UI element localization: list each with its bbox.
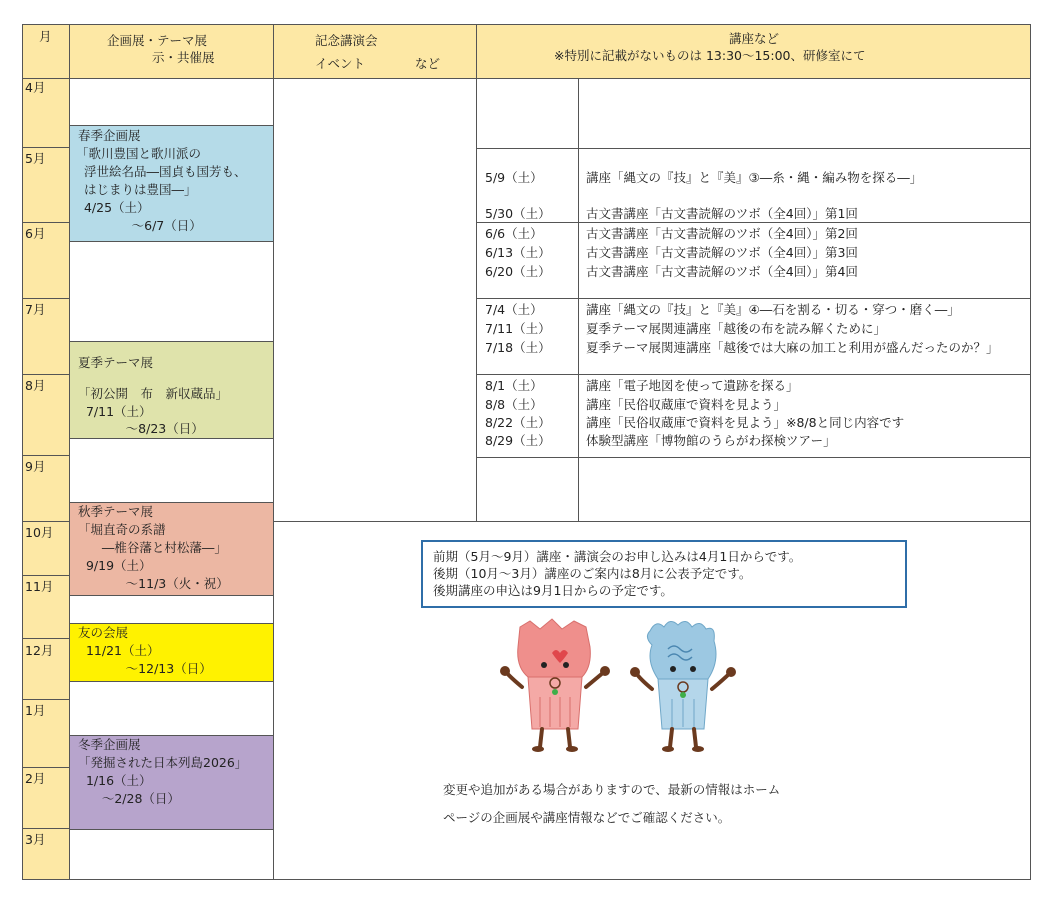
exhibit-autumn-line2: 「堀直奇の系譜 (78, 522, 166, 537)
grid-line (477, 374, 1030, 375)
exhibit-winter (70, 735, 274, 829)
header-lecture-line1: 記念講演会 (315, 33, 378, 48)
header-course-line2: ※特別に記載がないものは 13:30～15:00、研修室にて (554, 48, 866, 63)
notice-line1: 前期（5月～9月）講座・講演会のお申し込みは4月1日からです。 (433, 549, 802, 564)
exhibit-summer-line5: ～8/23（日） (78, 421, 204, 436)
exhibit-spring-line2: 「歌川豊国と歌川派の (76, 146, 202, 161)
grid-line (22, 638, 70, 639)
exhibit-winter-line4: ～2/28（日） (78, 791, 180, 806)
header-exhibit-line2: 示・共催展 (152, 50, 215, 65)
grid-line (22, 521, 70, 522)
course-date: 7/11（土） (485, 321, 551, 336)
grid-line (477, 148, 1030, 149)
course-title: 講座「民俗収蔵庫で資料を見よう」※8/8と同じ内容です (586, 415, 905, 430)
grid-line (22, 24, 1031, 25)
header-month-label: 月 (39, 29, 52, 44)
month-label-may: 5月 (25, 151, 46, 166)
grid-line (22, 879, 1031, 880)
exhibit-autumn-line5: ～11/3（火・祝） (78, 576, 229, 591)
exhibit-spring-line4: はじまりは豊国―」 (76, 182, 197, 197)
exhibit-autumn-line3: ―椎谷藩と村松藩―」 (78, 540, 227, 555)
exhibit-friends-line1: 友の会展 (78, 625, 129, 640)
exhibit-summer-line1: 夏季テーマ展 (78, 355, 154, 370)
course-date: 5/9（土） (485, 170, 543, 185)
footer-note-line2: ページの企画展や講座情報などでご確認ください。 (443, 810, 731, 825)
course-date: 8/22（土） (485, 415, 551, 430)
course-date: 8/8（土） (485, 397, 543, 412)
grid-line (70, 595, 274, 596)
grid-line (70, 829, 274, 830)
exhibit-summer-line4: 7/11（土） (78, 404, 152, 419)
grid-line (22, 575, 70, 576)
course-title: 夏季テーマ展関連講座「越後では大麻の加工と利用が盛んだったのか？」 (586, 340, 999, 355)
course-date: 6/20（土） (485, 264, 551, 279)
grid-line (70, 125, 274, 126)
month-column (22, 78, 70, 880)
month-label-feb: 2月 (25, 771, 46, 786)
month-label-oct: 10月 (25, 525, 54, 540)
exhibit-summer (70, 341, 274, 439)
grid-line (477, 222, 1030, 223)
grid-line (70, 623, 274, 624)
month-label-aug: 8月 (25, 378, 46, 393)
header-month-cell (22, 24, 70, 78)
grid-line (22, 222, 70, 223)
grid-line (22, 767, 70, 768)
course-date: 7/4（土） (485, 302, 543, 317)
grid-line (22, 147, 70, 148)
course-title: 講座「縄文の『技』と『美』④―石を割る・切る・穿つ・磨く―」 (586, 302, 960, 317)
course-title: 古文書講座「古文書読解のツボ（全4回）」第3回 (586, 245, 858, 260)
exhibit-summer-line3: 「初公開 布 新収蔵品」 (78, 386, 229, 401)
course-title: 講座「縄文の『技』と『美』③―糸・縄・編み物を探る―」 (586, 170, 923, 185)
grid-line (22, 828, 70, 829)
course-title: 古文書講座「古文書読解のツボ（全4回）」第1回 (586, 206, 858, 221)
grid-line (274, 521, 1031, 522)
month-label-mar: 3月 (25, 832, 46, 847)
grid-line (22, 374, 70, 375)
header-exhibit-cell (70, 24, 274, 78)
grid-line (22, 699, 70, 700)
course-title: 講座「民俗収蔵庫で資料を見よう」 (586, 397, 787, 412)
course-title: 古文書講座「古文書読解のツボ（全4回）」第4回 (586, 264, 858, 279)
exhibit-spring-line5: 4/25（土） (76, 200, 150, 215)
notice-line2: 後期（10月～3月）講座のご案内は8月に公表予定です。 (433, 566, 752, 581)
exhibit-winter-line1: 冬季企画展 (78, 737, 141, 752)
course-date: 6/6（土） (485, 226, 543, 241)
grid-line (70, 502, 274, 503)
exhibit-winter-line3: 1/16（土） (78, 773, 152, 788)
exhibit-friends (70, 623, 274, 681)
grid-line (477, 457, 1030, 458)
month-label-jan: 1月 (25, 703, 46, 718)
footer-note-line1: 変更や追加がある場合がありますので、最新の情報はホーム (443, 782, 781, 797)
exhibit-autumn-line4: 9/19（土） (78, 558, 152, 573)
header-course-line1: 講座など (729, 31, 780, 46)
exhibit-spring-line1: 春季企画展 (78, 128, 141, 143)
course-date: 6/13（土） (485, 245, 551, 260)
grid-line (70, 341, 274, 342)
course-title: 体験型講座「博物館のうらがわ探検ツアー」 (586, 433, 836, 448)
grid-line (70, 735, 274, 736)
mascot-pink-icon (500, 617, 610, 757)
grid-line (578, 78, 579, 522)
grid-line (22, 455, 70, 456)
exhibit-autumn (70, 502, 274, 595)
exhibit-spring (70, 125, 274, 241)
month-label-apr: 4月 (25, 80, 46, 95)
grid-line (477, 298, 1030, 299)
exhibit-spring-line3: 浮世絵名品―国貞も国芳も、 (76, 164, 247, 179)
course-date: 8/29（土） (485, 433, 551, 448)
grid-line (273, 24, 274, 880)
course-title: 講座「電子地図を使って遺跡を探る」 (586, 378, 799, 393)
exhibit-autumn-line1: 秋季テーマ展 (78, 504, 154, 519)
grid-line (1030, 24, 1031, 880)
mascot-blue-icon (628, 617, 738, 757)
month-label-sep: 9月 (25, 459, 46, 474)
notice-line3: 後期講座の申込は9月1日からの予定です。 (433, 583, 673, 598)
registration-notice (421, 540, 907, 608)
exhibit-friends-line2: 11/21（土） (78, 643, 160, 658)
grid-line (70, 681, 274, 682)
header-exhibit-line1: 企画展・テーマ展 (107, 33, 208, 48)
month-label-jul: 7月 (25, 302, 46, 317)
grid-line (69, 24, 70, 880)
month-label-nov: 11月 (25, 579, 54, 594)
course-date: 7/18（土） (485, 340, 551, 355)
header-lecture-cell (274, 24, 477, 78)
grid-line (70, 241, 274, 242)
grid-line (22, 24, 23, 880)
exhibit-spring-line6: ～6/7（日） (76, 218, 202, 233)
month-label-jun: 6月 (25, 226, 46, 241)
exhibit-friends-line3: ～12/13（日） (78, 661, 212, 676)
exhibit-winter-line2: 「発掘された日本列島2026」 (78, 755, 248, 770)
course-title: 古文書講座「古文書読解のツボ（全4回）」第2回 (586, 226, 858, 241)
month-label-dec: 12月 (25, 643, 54, 658)
course-date: 5/30（土） (485, 206, 551, 221)
grid-line (476, 24, 477, 522)
header-lecture-line2: イベント (315, 56, 366, 71)
grid-line (70, 438, 274, 439)
course-date: 8/1（土） (485, 378, 543, 393)
grid-line (22, 298, 70, 299)
header-course-cell (477, 24, 1030, 78)
course-title: 夏季テーマ展関連講座「越後の布を読み解くために」 (586, 321, 887, 336)
grid-line (22, 78, 1031, 79)
header-lecture-line3: など (415, 56, 441, 71)
